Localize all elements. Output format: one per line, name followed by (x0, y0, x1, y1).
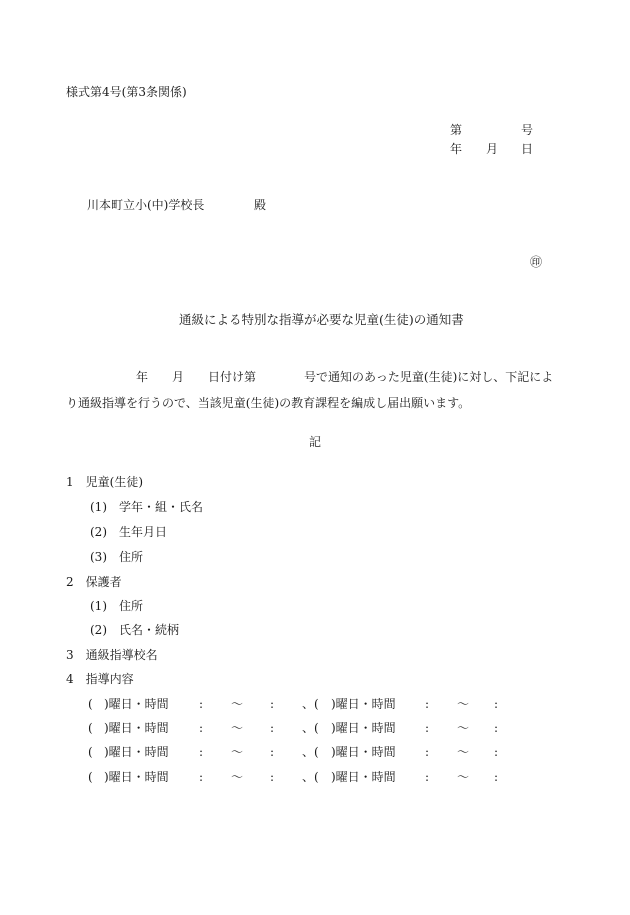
schedule-start-colon: : (199, 770, 204, 784)
item-guardian-name: (2) 氏名・続柄 (90, 623, 179, 637)
form-number: 様式第4号(第3条関係) (66, 85, 187, 99)
schedule-weekday-time-label: )曜日・時間 (104, 745, 169, 759)
date-year: 年 (450, 142, 463, 156)
addressee-honorific: 殿 (254, 198, 267, 212)
schedule-weekday-time-label: )曜日・時間 (104, 697, 169, 711)
date-month: 月 (486, 142, 499, 156)
schedule-start-colon: : (425, 721, 430, 735)
schedule-start-colon: : (199, 721, 204, 735)
schedule-tilde: ～ (231, 721, 244, 735)
schedule-end-colon: : (494, 745, 499, 759)
seal-mark: ㊞ (530, 255, 543, 269)
schedule-tilde: ～ (457, 770, 470, 784)
item-student-grade: (1) 学年・組・氏名 (90, 500, 203, 514)
schedule-start-colon: : (425, 697, 430, 711)
item-student-address: (3) 住所 (90, 550, 143, 564)
schedule-open-paren: ( (88, 745, 93, 759)
schedule-open-paren: ( (88, 697, 93, 711)
schedule-separator: 、( (302, 770, 319, 784)
ki-marker: 記 (309, 435, 322, 449)
body-year: 年 (136, 370, 149, 384)
body-line2: り通級指導を行うので、当該児童(生徒)の教育課程を編成し届出願います。 (66, 396, 471, 410)
date-day: 日 (521, 142, 534, 156)
schedule-end-colon: : (494, 721, 499, 735)
schedule-weekday-time-label: )曜日・時間 (104, 770, 169, 784)
schedule-end-colon: : (270, 697, 275, 711)
schedule-weekday-time-label: )曜日・時間 (104, 721, 169, 735)
schedule-tilde: ～ (457, 745, 470, 759)
body-date-ref: 日付け第 (208, 370, 257, 384)
schedule-end-colon: : (270, 770, 275, 784)
schedule-separator: 、( (302, 745, 319, 759)
schedule-tilde: ～ (231, 745, 244, 759)
item-guidance-content: 4 指導内容 (66, 672, 134, 686)
schedule-separator: 、( (302, 721, 319, 735)
schedule-end-colon: : (270, 745, 275, 759)
schedule-separator: 、( (302, 697, 319, 711)
addressee-name: 川本町立小(中)学校長 (87, 198, 205, 212)
schedule-weekday-time-label: )曜日・時間 (331, 721, 396, 735)
schedule-start-colon: : (425, 745, 430, 759)
schedule-tilde: ～ (457, 697, 470, 711)
schedule-tilde: ～ (231, 697, 244, 711)
schedule-tilde: ～ (457, 721, 470, 735)
item-school-name: 3 通級指導校名 (66, 648, 158, 662)
schedule-end-colon: : (494, 697, 499, 711)
schedule-weekday-time-label: )曜日・時間 (331, 745, 396, 759)
schedule-start-colon: : (199, 697, 204, 711)
schedule-end-colon: : (270, 721, 275, 735)
body-month: 月 (172, 370, 185, 384)
schedule-tilde: ～ (231, 770, 244, 784)
schedule-open-paren: ( (88, 721, 93, 735)
item-guardian: 2 保護者 (66, 575, 122, 589)
doc-number-suffix: 号 (521, 123, 534, 137)
schedule-start-colon: : (425, 770, 430, 784)
document-title: 通級による特別な指導が必要な児童(生徒)の通知書 (179, 312, 464, 327)
schedule-open-paren: ( (88, 770, 93, 784)
item-student-birthdate: (2) 生年月日 (90, 525, 167, 539)
item-student: 1 児童(生徒) (66, 475, 143, 489)
schedule-weekday-time-label: )曜日・時間 (331, 770, 396, 784)
schedule-end-colon: : (494, 770, 499, 784)
body-line1-rest: 号で通知のあった児童(生徒)に対し、下記によ (304, 370, 554, 384)
schedule-weekday-time-label: )曜日・時間 (331, 697, 396, 711)
item-guardian-address: (1) 住所 (90, 599, 143, 613)
doc-number-prefix: 第 (450, 123, 463, 137)
schedule-start-colon: : (199, 745, 204, 759)
